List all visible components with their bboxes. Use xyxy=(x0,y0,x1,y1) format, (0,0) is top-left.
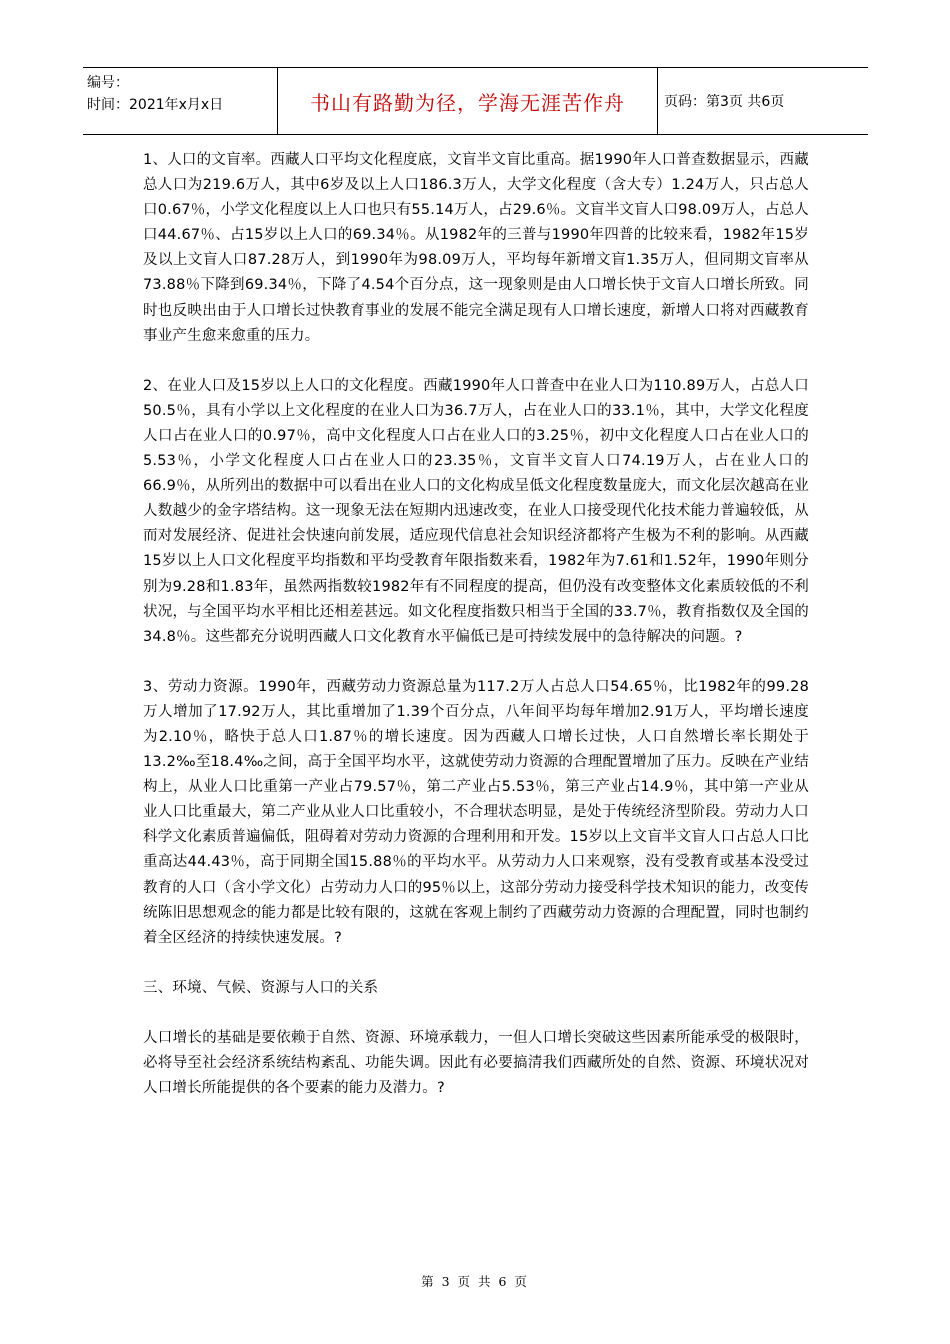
header-table xyxy=(83,67,868,135)
document-body xyxy=(143,148,809,1101)
paragraph-environment: 人口增长的基础是要依赖于自然、资源、环境承载力，一但人口增长突破这些因素所能承受的极限时，必将导至社会经济系统结构紊乱、功能失调。因此有必要搞清我们西藏所处的自然、资源、环境状况对人口增长所能提供的各个要素的能力及潜力。? xyxy=(143,1029,809,1097)
page-code: 页码：第3页 共6页 xyxy=(664,94,785,110)
paragraph-literacy: 1、人口的文盲率。西藏人口平均文化程度底，文盲半文盲比重高。据1990年人口普查数据显示，西藏总人口为219.6万人，其中6岁及以上人口186.3万人，大学文化程度（含大专）1.24万人，只占总人口0.67％，小学文化程度以上人口也只有55.14万人，占29.6％。文盲半文盲人口98.09万人，占总人口44.67％、占15岁以上人口的69.34％。从1982年的三普与1990年四普的比较来看，1982年15岁及以上文盲人口87.28万人，到1990年为98.09万人，平均每年新增文盲1.35万人，但同期文盲率从73.88％下降到69.34％，下降了4.54个百分点，这一现象则是由人口增长快于文盲人口增长所致。同时也反映出由于人口增长过快教育事业的发展不能完全满足现有人口增长速度，新增人口将对西藏教育事业产生愈来愈重的压力。 xyxy=(143,152,809,344)
number-label: 编号： xyxy=(87,75,129,91)
page-footer: 第 3 页 共 6 页 xyxy=(421,1274,529,1289)
paragraph-employed-education: 2、在业人口及15岁以上人口的文化程度。西藏1990年人口普查中在业人口为110.89万人，占总人口50.5％，具有小学以上文化程度的在业人口为36.7万人，占在业人口的33.1％，其中，大学文化程度人口占在业人口的0.97％，高中文化程度人口占在业人口的3.25％，初中文化程度人口占在业人口的5.53％，小学文化程度人口占在业人口的23.35％，文盲半文盲人口74.19万人，占在业人口的66.9％，从所列出的数据中可以看出在业人口的文化构成呈低文化程度数量庞大，而文化层次越高在业人数越少的金字塔结构。这一现象无法在短期内迅速改变，在业人口接受现代化技术能力普遍较低，从而对发展经济、促进社会快速向前发展，适应现代信息社会知识经济都将产生极为不利的影响。从西藏15岁以上人口文化程度平均指数和平均受教育年限指数来看，1982年为7.61和1.52年，1990年则分别为9.28和1.83年，虽然两指数较1982年有不同程度的提高，但仍没有改变整体文化素质较低的不利状况，与全国平均水平相比还相差甚远。如文化程度指数只相当于全国的33.7％，教育指数仅及全国的34.8％。这些都充分说明西藏人口文化教育水平偏低已是可持续发展中的急待解决的问题。? xyxy=(143,377,809,645)
section-heading: 三、环境、气候、资源与人口的关系 xyxy=(143,979,379,996)
paragraph-labor-resources: 3、劳动力资源。1990年，西藏劳动力资源总量为117.2万人占总人口54.65％，比1982年的99.28万人增加了17.92万人，其比重增加了1.39个百分点，八年间平均每年增加2.91万人，平均增长速度为2.10％，略快于总人口1.87％的增长速度。因为西藏人口增长过快，人口自然增长率长期处于13.2‰至18.4‰之间，高于全国平均水平，这就使劳动力资源的合理配置增加了压力。反映在产业结构上，从业人口比重第一产业占79.57％，第二产业占5.53％，第三产业占14.9％，其中第一产业从业人口比重最大，第二产业从业人口比重较小，不合理状态明显，是处于传统经济型阶段。劳动力人口科学文化素质普遍偏低，阻碍着对劳动力资源的合理利用和开发。15岁以上文盲半文盲人口占总人口比重高达44.43％，高于同期全国15.88％的平均水平。从劳动力人口来观察，没有受教育或基本没受过教育的人口（含小学文化）占劳动力人口的95％以上，这部分劳动力接受科学技术知识的能力，改变传统陈旧思想观念的能力都是比较有限的，这就在客观上制约了西藏劳动力资源的合理配置，同时也制约着全区经济的持续快速发展。? xyxy=(143,678,809,946)
motto: 书山有路勤为径，学海无涯苦作舟 xyxy=(310,90,625,115)
header-motto-cell xyxy=(278,68,658,134)
time-label: 时间：2021年x月x日 xyxy=(87,97,224,113)
header-info-cell xyxy=(83,68,278,134)
header-page-cell xyxy=(658,68,868,134)
